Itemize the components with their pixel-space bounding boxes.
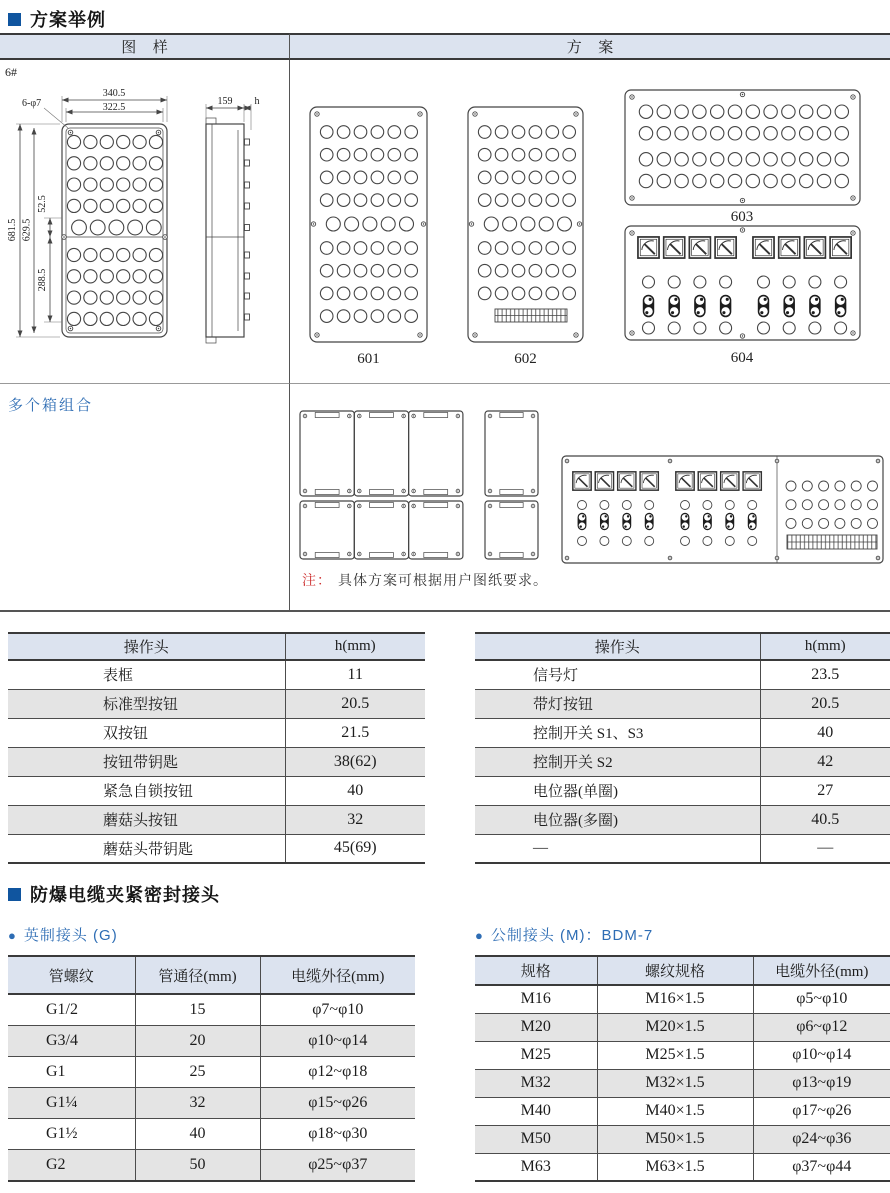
combo-label-cell [0,383,290,610]
table-header-row [8,633,425,660]
table-row: 蘑菇头按钮 32 [8,805,425,834]
section-title-text: 方案举例 [30,10,106,30]
col-thread-spec: 螺纹规格 [597,956,753,985]
box-604 [625,226,860,366]
table-row: G1½ 40 φ18~φ30 [8,1119,415,1150]
col-pipe-thread: 管螺纹 [48,968,94,985]
col-operator-head: 操作头 [123,640,169,656]
table-row: 电位器(多圈) 40.5 [475,805,890,834]
table-row: 蘑菇头带钥匙 45(69) [8,834,425,863]
table-row: M25 M25×1.5 φ10~φ14 [475,1041,890,1069]
bullet-icon: ● [475,928,484,943]
operator-head-table-left [8,632,425,864]
size-label: 6# [5,65,17,79]
scheme-601-604-drawing [290,60,890,383]
table-row: 紧急自锁按钮 40 [8,776,425,805]
side-view-dims [206,96,260,130]
box-dimension-drawing [0,60,290,383]
table-row: 带灯按钮 20.5 [475,689,890,718]
note [302,570,890,590]
table-row: M16 M16×1.5 φ5~φ10 [475,985,890,1013]
svg-text:159: 159 [217,96,233,107]
col-cable-od: 电缆外径(mm) [753,956,890,985]
table-row: M32 M32×1.5 φ13~φ19 [475,1069,890,1097]
table-row: M20 M20×1.5 φ6~φ12 [475,1013,890,1041]
svg-text:6-φ7: 6-φ7 [22,98,42,109]
box-603 [625,90,860,225]
imperial-gland-table [8,955,415,1182]
metric-gland-table [475,955,890,1182]
gland-sublabels [8,924,890,945]
section-title-scheme-examples [0,0,890,33]
table-row: G2 50 φ25~φ37 [8,1150,415,1181]
table-header-row [475,633,890,660]
section-title-cable-glands [0,880,890,910]
table-row: 标准型按钮 20.5 [8,689,425,718]
svg-text:629.5: 629.5 [21,218,33,242]
col-cable-od: 电缆外径(mm) [260,956,415,994]
table-row: 控制开关 S1、S3 40 [475,718,890,747]
imperial-gland-label: ● 英制接头 (G) [8,927,118,944]
multi-box-combination-drawing [290,398,890,570]
col-spec: 规格 [520,964,551,980]
scheme-table [0,33,890,612]
scheme-drawings-cell [290,60,890,383]
table-row: M63 M63×1.5 φ37~φ44 [475,1153,890,1181]
col-operator-head: 操作头 [594,640,640,656]
front-view [62,124,168,337]
table-header-row [475,956,890,985]
combo-label: 多个箱组合 [8,397,94,414]
table-row: — — [475,834,890,863]
table-row: 双按钮 21.5 [8,718,425,747]
side-view [206,118,250,343]
col-pipe-bore: 管通径(mm) [135,956,260,994]
table-row: M40 M40×1.5 φ17~φ26 [475,1097,890,1125]
table-row: G1/2 15 φ7~φ10 [8,994,415,1025]
svg-text:603: 603 [730,209,754,225]
table-row: 电位器(单圈) 27 [475,776,890,805]
table-row: G3/4 20 φ10~φ14 [8,1025,415,1056]
bullet-icon: ● [8,928,17,943]
svg-text:340.5: 340.5 [102,88,126,99]
gland-tables [8,955,890,1182]
operator-head-tables [8,632,890,864]
combined-panel [562,456,883,563]
combo-drawing-cell [290,383,890,610]
section-bullet-icon [8,13,21,26]
table-row: G1¼ 32 φ15~φ26 [8,1087,415,1118]
svg-text:681.5: 681.5 [7,218,18,242]
table-row: 表框 11 [8,660,425,689]
column-header-drawing: 图样 [0,33,290,60]
svg-text:602: 602 [514,351,537,367]
svg-text:322.5: 322.5 [102,102,126,113]
table-header-row [8,956,415,994]
operator-head-table-right [475,632,890,864]
col-h-mm: h(mm) [760,633,890,660]
section-bullet-icon [8,888,21,901]
box-601 [310,107,427,367]
note-prefix: 注： [302,572,332,588]
table-row: 信号灯 23.5 [475,660,890,689]
table-row: 控制开关 S2 42 [475,747,890,776]
svg-text:h: h [254,96,260,107]
metric-gland-label: ● 公制接头 (M)：BDM-7 [475,927,654,944]
svg-text:52.5: 52.5 [37,195,48,213]
section-title-text: 防爆电缆夹紧密封接头 [30,885,220,905]
dimension-drawing-cell [0,60,290,383]
table-row: 按钮带钥匙 38(62) [8,747,425,776]
combined-boxes [300,411,538,559]
svg-text:604: 604 [730,350,754,366]
table-row: M50 M50×1.5 φ24~φ36 [475,1125,890,1153]
svg-text:288.5: 288.5 [37,268,48,292]
note-text: 具体方案可根据用户图纸要求。 [338,572,548,588]
box-602 [468,107,583,367]
table-row: G1 25 φ12~φ18 [8,1056,415,1087]
column-header-scheme: 方案 [290,33,890,60]
col-h-mm: h(mm) [285,633,425,660]
svg-text:601: 601 [357,351,380,367]
